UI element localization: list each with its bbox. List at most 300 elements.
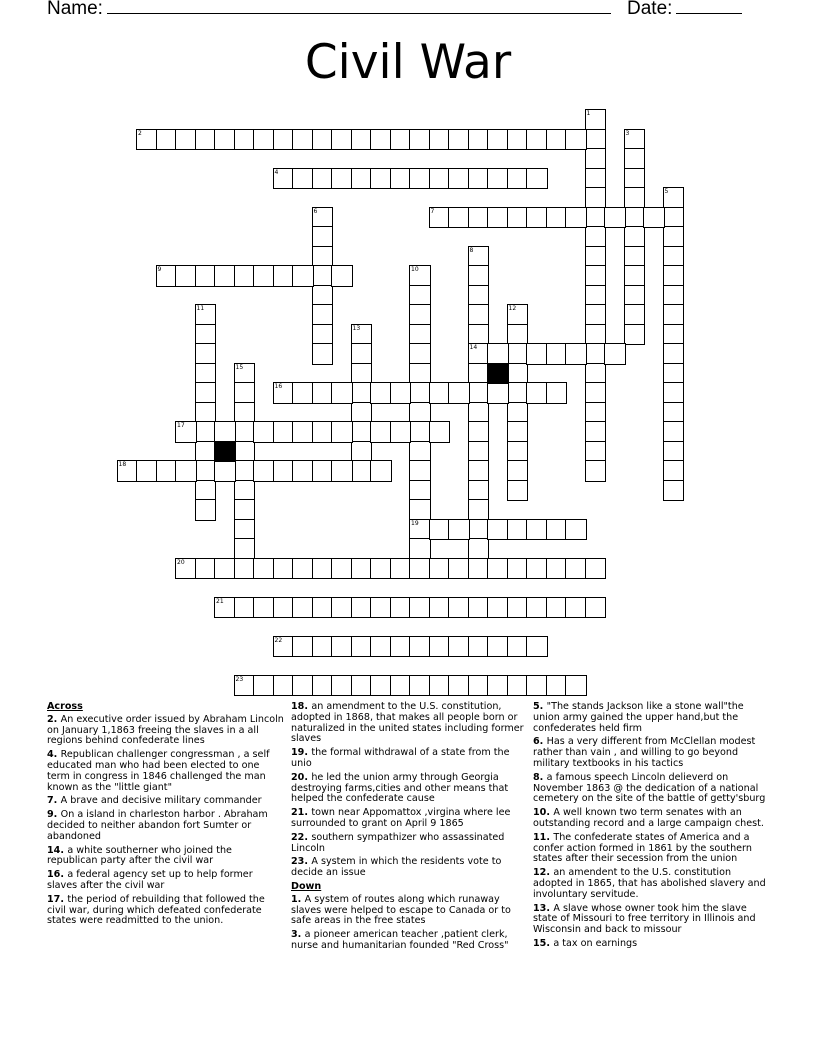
grid-cell[interactable] (604, 207, 626, 229)
grid-cell[interactable] (370, 597, 392, 619)
grid-cell[interactable] (253, 597, 275, 619)
grid-cell[interactable] (507, 168, 529, 190)
grid-cell[interactable] (175, 460, 197, 482)
grid-cell[interactable] (312, 460, 334, 482)
grid-cell[interactable] (624, 324, 646, 346)
grid-cell[interactable] (234, 441, 256, 463)
grid-cell[interactable] (195, 382, 217, 404)
grid-cell[interactable] (409, 285, 431, 307)
grid-cell[interactable] (487, 597, 509, 619)
grid-cell[interactable] (214, 597, 236, 619)
grid-cell[interactable] (234, 265, 256, 287)
grid-cell[interactable] (585, 558, 607, 580)
grid-cell[interactable] (234, 597, 256, 619)
grid-cell[interactable] (468, 382, 490, 404)
grid-cell[interactable] (643, 207, 665, 229)
grid-cell[interactable] (507, 382, 529, 404)
grid-cell[interactable] (507, 636, 529, 658)
grid-cell[interactable] (585, 324, 607, 346)
grid-cell[interactable] (546, 343, 568, 365)
grid-cell[interactable] (409, 558, 431, 580)
grid-cell[interactable] (292, 129, 314, 151)
grid-cell[interactable] (487, 168, 509, 190)
grid-cell[interactable] (390, 675, 412, 697)
grid-cell[interactable] (234, 421, 256, 443)
grid-cell[interactable] (292, 636, 314, 658)
grid-cell[interactable] (234, 363, 256, 385)
grid-cell[interactable] (526, 675, 548, 697)
grid-cell[interactable] (585, 129, 607, 151)
grid-cell[interactable] (312, 304, 334, 326)
grid-cell[interactable] (156, 129, 178, 151)
grid-cell[interactable] (585, 363, 607, 385)
grid-cell[interactable] (351, 558, 373, 580)
grid-cell[interactable] (624, 207, 646, 229)
grid-cell[interactable] (312, 226, 334, 248)
grid-cell[interactable] (468, 324, 490, 346)
grid-cell[interactable] (409, 324, 431, 346)
grid-cell[interactable] (468, 304, 490, 326)
grid-cell[interactable] (195, 324, 217, 346)
grid-cell[interactable] (663, 304, 685, 326)
grid-cell[interactable] (429, 421, 451, 443)
grid-cell[interactable] (214, 265, 236, 287)
grid-cell[interactable] (409, 168, 431, 190)
grid-cell[interactable] (390, 129, 412, 151)
grid-cell[interactable] (526, 129, 548, 151)
grid-cell[interactable] (331, 460, 353, 482)
grid-cell[interactable] (663, 187, 685, 209)
grid-cell[interactable] (351, 129, 373, 151)
grid-cell[interactable] (312, 636, 334, 658)
grid-cell[interactable] (195, 441, 217, 463)
grid-cell[interactable] (468, 246, 490, 268)
grid-cell[interactable] (175, 421, 197, 443)
grid-cell[interactable] (117, 460, 139, 482)
grid-cell[interactable] (468, 519, 490, 541)
grid-cell[interactable] (409, 421, 431, 443)
grid-cell[interactable] (507, 558, 529, 580)
grid-cell[interactable] (526, 343, 548, 365)
grid-cell[interactable] (507, 363, 529, 385)
grid-cell[interactable] (663, 265, 685, 287)
grid-cell[interactable] (546, 129, 568, 151)
grid-cell[interactable] (663, 460, 685, 482)
grid-cell[interactable] (195, 558, 217, 580)
grid-cell[interactable] (507, 675, 529, 697)
grid-cell[interactable] (429, 207, 451, 229)
grid-cell[interactable] (546, 597, 568, 619)
grid-cell[interactable] (273, 168, 295, 190)
grid-cell[interactable] (234, 480, 256, 502)
grid-cell[interactable] (156, 265, 178, 287)
grid-cell[interactable] (351, 441, 373, 463)
grid-cell[interactable] (195, 129, 217, 151)
grid-cell[interactable] (624, 148, 646, 170)
grid-cell[interactable] (195, 480, 217, 502)
grid-cell[interactable] (312, 343, 334, 365)
grid-cell[interactable] (312, 285, 334, 307)
grid-cell[interactable] (351, 382, 373, 404)
grid-cell[interactable] (429, 558, 451, 580)
grid-cell[interactable] (585, 226, 607, 248)
grid-cell[interactable] (624, 265, 646, 287)
grid-cell[interactable] (409, 675, 431, 697)
grid-cell[interactable] (370, 382, 392, 404)
grid-cell[interactable] (312, 558, 334, 580)
grid-cell[interactable] (253, 558, 275, 580)
grid-cell[interactable] (312, 597, 334, 619)
grid-cell[interactable] (468, 499, 490, 521)
grid-cell[interactable] (526, 636, 548, 658)
grid-cell[interactable] (312, 246, 334, 268)
grid-cell[interactable] (312, 324, 334, 346)
grid-cell[interactable] (585, 109, 607, 131)
grid-cell[interactable] (136, 460, 158, 482)
grid-cell[interactable] (136, 129, 158, 151)
grid-cell[interactable] (292, 597, 314, 619)
grid-cell[interactable] (624, 168, 646, 190)
grid-cell[interactable] (234, 460, 256, 482)
grid-cell[interactable] (253, 460, 275, 482)
grid-cell[interactable] (468, 285, 490, 307)
grid-cell[interactable] (273, 558, 295, 580)
grid-cell[interactable] (273, 129, 295, 151)
grid-cell[interactable] (487, 129, 509, 151)
grid-cell[interactable] (292, 382, 314, 404)
grid-cell[interactable] (409, 460, 431, 482)
grid-cell[interactable] (663, 402, 685, 424)
grid-cell[interactable] (468, 460, 490, 482)
grid-cell[interactable] (663, 246, 685, 268)
grid-cell[interactable] (214, 421, 236, 443)
grid-cell[interactable] (624, 246, 646, 268)
grid-cell[interactable] (585, 207, 607, 229)
grid-cell[interactable] (195, 421, 217, 443)
name-line[interactable] (107, 0, 611, 14)
grid-cell[interactable] (331, 265, 353, 287)
grid-cell[interactable] (526, 207, 548, 229)
grid-cell[interactable] (273, 460, 295, 482)
grid-cell[interactable] (253, 675, 275, 697)
grid-cell[interactable] (312, 168, 334, 190)
grid-cell[interactable] (448, 382, 470, 404)
grid-cell[interactable] (448, 168, 470, 190)
grid-cell[interactable] (312, 675, 334, 697)
grid-cell[interactable] (624, 226, 646, 248)
grid-cell[interactable] (546, 382, 568, 404)
grid-cell[interactable] (409, 343, 431, 365)
grid-cell[interactable] (624, 285, 646, 307)
grid-cell[interactable] (663, 421, 685, 443)
grid-cell[interactable] (468, 421, 490, 443)
grid-cell[interactable] (526, 168, 548, 190)
grid-cell[interactable] (468, 168, 490, 190)
grid-cell[interactable] (331, 168, 353, 190)
grid-cell[interactable] (234, 538, 256, 560)
grid-cell[interactable] (507, 343, 529, 365)
grid-cell[interactable] (390, 382, 412, 404)
grid-cell[interactable] (351, 597, 373, 619)
grid-cell[interactable] (507, 207, 529, 229)
grid-cell[interactable] (351, 675, 373, 697)
grid-cell[interactable] (312, 129, 334, 151)
grid-cell[interactable] (331, 421, 353, 443)
grid-cell[interactable] (565, 597, 587, 619)
grid-cell[interactable] (409, 519, 431, 541)
grid-cell[interactable] (663, 343, 685, 365)
grid-cell[interactable] (546, 558, 568, 580)
grid-cell[interactable] (585, 382, 607, 404)
grid-cell[interactable] (663, 324, 685, 346)
grid-cell[interactable] (585, 285, 607, 307)
grid-cell[interactable] (585, 265, 607, 287)
grid-cell[interactable] (663, 285, 685, 307)
grid-cell[interactable] (546, 675, 568, 697)
grid-cell[interactable] (390, 421, 412, 443)
grid-cell[interactable] (409, 304, 431, 326)
grid-cell[interactable] (234, 675, 256, 697)
grid-cell[interactable] (195, 363, 217, 385)
grid-cell[interactable] (409, 129, 431, 151)
grid-cell[interactable] (175, 129, 197, 151)
grid-cell[interactable] (351, 343, 373, 365)
grid-cell[interactable] (448, 558, 470, 580)
grid-cell[interactable] (565, 129, 587, 151)
grid-cell[interactable] (195, 499, 217, 521)
grid-cell[interactable] (526, 558, 548, 580)
grid-cell[interactable] (585, 597, 607, 619)
grid-cell[interactable] (312, 207, 334, 229)
grid-cell[interactable] (507, 129, 529, 151)
grid-cell[interactable] (370, 558, 392, 580)
grid-cell[interactable] (292, 675, 314, 697)
grid-cell[interactable] (663, 480, 685, 502)
grid-cell[interactable] (409, 597, 431, 619)
grid-cell[interactable] (351, 636, 373, 658)
grid-cell[interactable] (585, 402, 607, 424)
grid-cell[interactable] (663, 441, 685, 463)
grid-cell[interactable] (507, 304, 529, 326)
grid-cell[interactable] (409, 480, 431, 502)
grid-cell[interactable] (448, 207, 470, 229)
grid-cell[interactable] (526, 519, 548, 541)
grid-cell[interactable] (468, 207, 490, 229)
grid-cell[interactable] (546, 519, 568, 541)
grid-cell[interactable] (351, 421, 373, 443)
grid-cell[interactable] (273, 382, 295, 404)
grid-cell[interactable] (468, 480, 490, 502)
grid-cell[interactable] (390, 597, 412, 619)
grid-cell[interactable] (214, 460, 236, 482)
grid-cell[interactable] (175, 265, 197, 287)
grid-cell[interactable] (448, 597, 470, 619)
grid-cell[interactable] (468, 675, 490, 697)
grid-cell[interactable] (273, 636, 295, 658)
grid-cell[interactable] (487, 207, 509, 229)
grid-cell[interactable] (234, 402, 256, 424)
grid-cell[interactable] (585, 441, 607, 463)
grid-cell[interactable] (214, 129, 236, 151)
grid-cell[interactable] (468, 265, 490, 287)
grid-cell[interactable] (624, 129, 646, 151)
grid-cell[interactable] (585, 460, 607, 482)
grid-cell[interactable] (370, 675, 392, 697)
grid-cell[interactable] (351, 402, 373, 424)
grid-cell[interactable] (273, 265, 295, 287)
grid-cell[interactable] (253, 265, 275, 287)
grid-cell[interactable] (273, 421, 295, 443)
grid-cell[interactable] (409, 636, 431, 658)
grid-cell[interactable] (585, 187, 607, 209)
grid-cell[interactable] (468, 441, 490, 463)
grid-cell[interactable] (604, 343, 626, 365)
grid-cell[interactable] (507, 441, 529, 463)
grid-cell[interactable] (409, 402, 431, 424)
grid-cell[interactable] (234, 382, 256, 404)
grid-cell[interactable] (409, 382, 431, 404)
grid-cell[interactable] (585, 148, 607, 170)
grid-cell[interactable] (487, 636, 509, 658)
grid-cell[interactable] (370, 636, 392, 658)
grid-cell[interactable] (370, 421, 392, 443)
grid-cell[interactable] (312, 265, 334, 287)
grid-cell[interactable] (273, 597, 295, 619)
grid-cell[interactable] (253, 129, 275, 151)
grid-cell[interactable] (156, 460, 178, 482)
grid-cell[interactable] (468, 129, 490, 151)
grid-cell[interactable] (429, 597, 451, 619)
grid-cell[interactable] (409, 363, 431, 385)
grid-cell[interactable] (565, 675, 587, 697)
grid-cell[interactable] (292, 421, 314, 443)
grid-cell[interactable] (624, 304, 646, 326)
grid-cell[interactable] (468, 343, 490, 365)
grid-cell[interactable] (351, 324, 373, 346)
grid-cell[interactable] (370, 460, 392, 482)
grid-cell[interactable] (351, 168, 373, 190)
grid-cell[interactable] (331, 129, 353, 151)
grid-cell[interactable] (253, 421, 275, 443)
grid-cell[interactable] (663, 207, 685, 229)
grid-cell[interactable] (195, 304, 217, 326)
grid-cell[interactable] (292, 558, 314, 580)
grid-cell[interactable] (663, 382, 685, 404)
grid-cell[interactable] (663, 363, 685, 385)
grid-cell[interactable] (585, 304, 607, 326)
grid-cell[interactable] (468, 363, 490, 385)
grid-cell[interactable] (448, 129, 470, 151)
grid-cell[interactable] (507, 421, 529, 443)
grid-cell[interactable] (507, 480, 529, 502)
grid-cell[interactable] (468, 402, 490, 424)
grid-cell[interactable] (585, 343, 607, 365)
grid-cell[interactable] (331, 675, 353, 697)
grid-cell[interactable] (585, 246, 607, 268)
grid-cell[interactable] (331, 597, 353, 619)
grid-cell[interactable] (487, 343, 509, 365)
grid-cell[interactable] (409, 441, 431, 463)
grid-cell[interactable] (351, 460, 373, 482)
grid-cell[interactable] (487, 519, 509, 541)
grid-cell[interactable] (468, 538, 490, 560)
grid-cell[interactable] (234, 129, 256, 151)
grid-cell[interactable] (585, 421, 607, 443)
grid-cell[interactable] (292, 460, 314, 482)
grid-cell[interactable] (565, 207, 587, 229)
grid-cell[interactable] (370, 168, 392, 190)
grid-cell[interactable] (448, 636, 470, 658)
grid-cell[interactable] (487, 382, 509, 404)
grid-cell[interactable] (292, 265, 314, 287)
grid-cell[interactable] (234, 519, 256, 541)
grid-cell[interactable] (409, 265, 431, 287)
grid-cell[interactable] (526, 597, 548, 619)
grid-cell[interactable] (429, 636, 451, 658)
grid-cell[interactable] (468, 636, 490, 658)
grid-cell[interactable] (429, 129, 451, 151)
grid-cell[interactable] (292, 168, 314, 190)
grid-cell[interactable] (565, 519, 587, 541)
grid-cell[interactable] (448, 675, 470, 697)
grid-cell[interactable] (487, 558, 509, 580)
grid-cell[interactable] (409, 499, 431, 521)
grid-cell[interactable] (370, 129, 392, 151)
grid-cell[interactable] (273, 675, 295, 697)
grid-cell[interactable] (507, 324, 529, 346)
date-line[interactable] (676, 0, 742, 14)
grid-cell[interactable] (624, 187, 646, 209)
grid-cell[interactable] (507, 460, 529, 482)
grid-cell[interactable] (526, 382, 548, 404)
grid-cell[interactable] (546, 207, 568, 229)
grid-cell[interactable] (507, 597, 529, 619)
grid-cell[interactable] (565, 558, 587, 580)
grid-cell[interactable] (331, 558, 353, 580)
grid-cell[interactable] (390, 558, 412, 580)
grid-cell[interactable] (507, 519, 529, 541)
grid-cell[interactable] (312, 382, 334, 404)
grid-cell[interactable] (390, 636, 412, 658)
grid-cell[interactable] (195, 265, 217, 287)
grid-cell[interactable] (390, 168, 412, 190)
grid-cell[interactable] (429, 675, 451, 697)
grid-cell[interactable] (331, 382, 353, 404)
grid-cell[interactable] (468, 558, 490, 580)
grid-cell[interactable] (195, 402, 217, 424)
grid-cell[interactable] (507, 402, 529, 424)
grid-cell[interactable] (195, 343, 217, 365)
grid-cell[interactable] (487, 675, 509, 697)
grid-cell[interactable] (214, 558, 236, 580)
grid-cell[interactable] (331, 636, 353, 658)
grid-cell[interactable] (468, 597, 490, 619)
grid-cell[interactable] (234, 499, 256, 521)
grid-cell[interactable] (234, 558, 256, 580)
grid-cell[interactable] (429, 519, 451, 541)
grid-cell[interactable] (409, 538, 431, 560)
grid-cell[interactable] (429, 382, 451, 404)
grid-cell[interactable] (312, 421, 334, 443)
grid-cell[interactable] (448, 519, 470, 541)
name-field[interactable] (47, 0, 611, 20)
grid-cell[interactable] (429, 168, 451, 190)
grid-cell[interactable] (175, 558, 197, 580)
date-field[interactable] (627, 0, 742, 20)
grid-cell[interactable] (585, 168, 607, 190)
grid-cell[interactable] (351, 363, 373, 385)
grid-cell[interactable] (195, 460, 217, 482)
